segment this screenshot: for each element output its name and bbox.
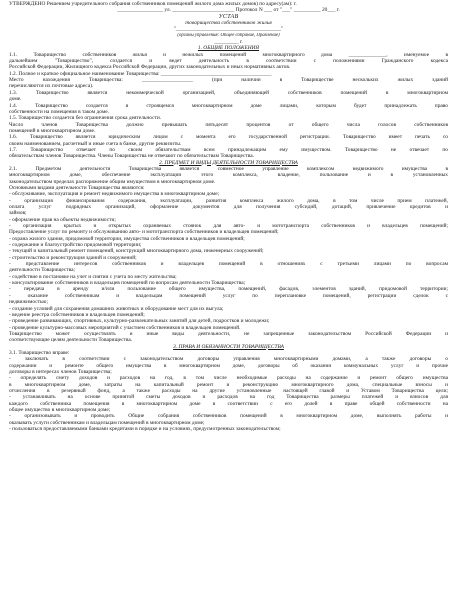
paragraph-line: оказывать услуги собственникам и владельцам помещений в многоквартирном доме; [9,419,205,426]
paragraph-line: - обслуживание, эксплуатация и ремонт недвижимого имущества в многоквартирном доме; [9,191,220,198]
paragraph-line: Предоставление услуг по ремонту и обслуживанию авто- и мототранспорта собственников и владельцев помещений; [9,229,279,236]
paragraph-line: каждого собственника помещения в многоквартирном доме в соответствии с его долей в праве общей собственности на [9,400,448,407]
paragraph-line: 1.2. Полное и краткое официальное наименование Товарищества: _________________________________________ [9,70,272,77]
paragraph-line: недвижимостью; [9,299,48,306]
paragraph-line: 1.1. Товарищество собственников жилья и нежилых помещений многоквартирного дома ______________, именуемое в [9,51,448,58]
paragraph-line: договоры в интересах членов Товарищества; [9,368,112,375]
paragraph-line: дальнейшем "Товарищество", создается и ведет деятельность в соответствии с положениями Гражданского кодекса [9,58,448,65]
document-title: УСТАВ [218,13,239,20]
paragraph-line: Российской Федерации, Жилищного кодекса Российской Федерации, других законодательных и иных нормативных актов. [9,64,291,71]
paragraph-line: - ведение реестра собственников и владельцев помещений; [9,311,145,318]
paragraph-line: - проведение развивающих, спортивных, культурно-развлекательных занятий для детей, подростков и молодежи; [9,318,270,325]
section-heading: 2. ПРЕДМЕТ И ВИДЫ ДЕЯТЕЛЬНОСТИ ТОВАРИЩЕСТВА [159,159,298,166]
paragraph-line: обязательствам членов Товарищества. Члены Товарищества не отвечают по обязательствам Товарищества. [9,153,255,160]
paragraph-line: - устанавливать на основе принятой сметы доходов и расходов на год Товарищества размеры платежей и взносов для [9,394,448,401]
paragraph-line: 1.4. Товарищество создается в строящемся многоквартирном доме лицами, которым будет принадлежать право [9,102,448,109]
paragraph-line: Место нахождения Товарищества: ___________________ (при наличии в Товариществе нескольких жилых зданий [9,77,448,84]
paragraph-line: Основными видами деятельности Товарищества являются: [9,184,145,191]
paragraph-line: - содержание и благоустройство придомовой территории; [9,242,142,249]
paragraph-line: законодательством пределах распоряжение общим имуществом в многоквартирном доме. [9,178,216,185]
paragraph-line: многоквартирном доме, обеспечение эксплуатации этого комплекса, владение, пользование и в установленных [9,172,448,179]
paragraph-line: - проведение культурно-массовых мероприятий с участием собственников и владельцев помещений. [9,324,241,331]
paragraph-line: соответствующие целям деятельности Товарищества. [9,337,133,344]
paragraph-line: Число членов Товарищества должно превышать пятьдесят процентов от общего числа голосов собственников [9,121,448,128]
paragraph-line: - консультирование собственников и владельцев помещений по вопросам деятельности Товарищества; [9,280,246,287]
paragraph-line: в многоквартирном доме, затраты на капитальный ремонт и реконструкцию многоквартирного дома, специальные взносы и [9,381,448,388]
document-body [9,45,448,432]
paragraph-line: - представление интересов собственников и владельцев помещений в отношениях с третьими лицами по вопросам [9,261,448,268]
paragraph-line: - определять смету доходов и расходов на год, в том числе необходимые расходы на содержание и ремонт общего имущества [9,375,448,382]
paragraph-line: - оказание собственникам и владельцам помещений услуг по переплановке помещений, регистрации сделок с [9,292,448,299]
paragraph-line: - строительство и реконструкция зданий и сооружений; [9,254,137,261]
approval-protocol-line: _________________ ул. _______________________ Протокол N ___ от "___" __________ 20___ г. [117,7,340,14]
paragraph-line: - пользоваться предоставляемыми банками кредитами в порядке и на условиях, предусмотренных законодательством; [9,426,281,433]
paragraph-line: оплата услуг подрядных организаций, оформление документов для получения субсидий, дотаций, привлечение кредитов и [9,204,448,210]
document-subtitle: товарищества собственников жилья [185,20,272,27]
paragraph-line: 1.6. Товарищество является юридическим лицом с момента его государственной регистрации. Товарищество имеет печать со [9,134,448,141]
paragraph-line: помещений в многоквартирном доме. [9,127,96,134]
paragraph-line: 3.1. Товарищество вправе: [9,349,70,356]
paragraph-line: своим наименованием, расчетный и иные счета в банке, другие реквизиты. [9,140,182,147]
paragraph-line: 2.1. Предметом деятельности Товарищества является совместное управление комплексом недвижимого имущества в [9,165,448,172]
paragraph-line: - текущий и капитальный ремонт помещений, конструкций многоквартирного дома, инженерных сооружений; [9,248,264,255]
paragraph-line: - заключать в соответствии с законодательством договоры управления многоквартирными домами, а также договоры о [9,356,448,363]
paragraph-line: деятельности Товарищества; [9,267,76,274]
section-heading: 3. ПРАВА И ОБЯЗАННОСТИ ТОВАРИЩЕСТВА [173,343,284,350]
section-heading: 1. ОБЩИЕ ПОЛОЖЕНИЯ [197,45,260,52]
year-blank: _________ г. [214,39,243,46]
paragraph-line: собственности на помещения в таком доме. [9,108,110,115]
paragraph-line: - создание условий для сохранения домашних животных и оборудование мест для их выгула; [9,305,224,312]
paragraph-line: отчисления в резервный фонд, а также расходы на другие установленные настоящей главой и Уставом Товарищества цели; [9,387,448,394]
governance-form-note: (органы управления: Общее собрание, Правление) [177,32,280,38]
paragraph-line: содержании и ремонте общего имущества в многоквартирном доме, договоры об оказании коммунальных услуг и прочие [9,362,448,369]
paragraph-line: - охрана жилого здания, придомовой территории, имущества собственников и владельцев помещений; [9,235,245,242]
paragraph-line: 1.3. Товарищество является некоммерческой организацией, объединяющей собственников помещений в многоквартирном [9,89,448,96]
organization-name-blank: "_______________________________________" [173,26,284,33]
paragraph-line: - организация финансирования содержания, эксплуатации, развития комплекса жилого дома, в том числе прием платежей, [9,197,448,204]
approval-line: УТВЕРЖДЕНО Решением учредительного собрания собственников помещений жилого дома жилых домов) по адресу(ам): г. [9,1,297,7]
paragraph-line: - организовывать и проводить Общие собрания собственников помещений в многоквартирном доме, выполнять работы и [9,413,448,420]
paragraph-line: - организация крытых и открытых охраняемых стоянок для авто- и мототранспорта собственников и владельцев помещений; [9,223,448,230]
paragraph-line: Товарищество может осуществлять и иные виды деятельности, не запрещенные законодательством Российской Федерации и [9,330,448,337]
paragraph-line: - передача в аренду и/или пользование общего имущества, помещений, фасадов, элементов зданий, придомовой территории; [9,286,448,293]
paragraph-line: доме. [9,96,22,103]
paragraph-line: общее имущество в многоквартирном доме; [9,407,111,413]
paragraph-line: - оформление прав на объекты недвижимости; [9,216,116,223]
paragraph-line: займов; [9,210,27,217]
paragraph-line: перечисляются их почтовые адреса). [9,83,94,90]
paragraph-line: - содействие в постановке на учет и снятии с учета по месту жительства; [9,273,177,280]
paragraph-line: 1.7. Товарищество отвечает по своим обязательствам всем принадлежащим ему имуществом. Товарищество не отвечает по [9,146,448,153]
paragraph-line: 1.5. Товарищество создается без ограничения срока деятельности. [9,115,162,122]
